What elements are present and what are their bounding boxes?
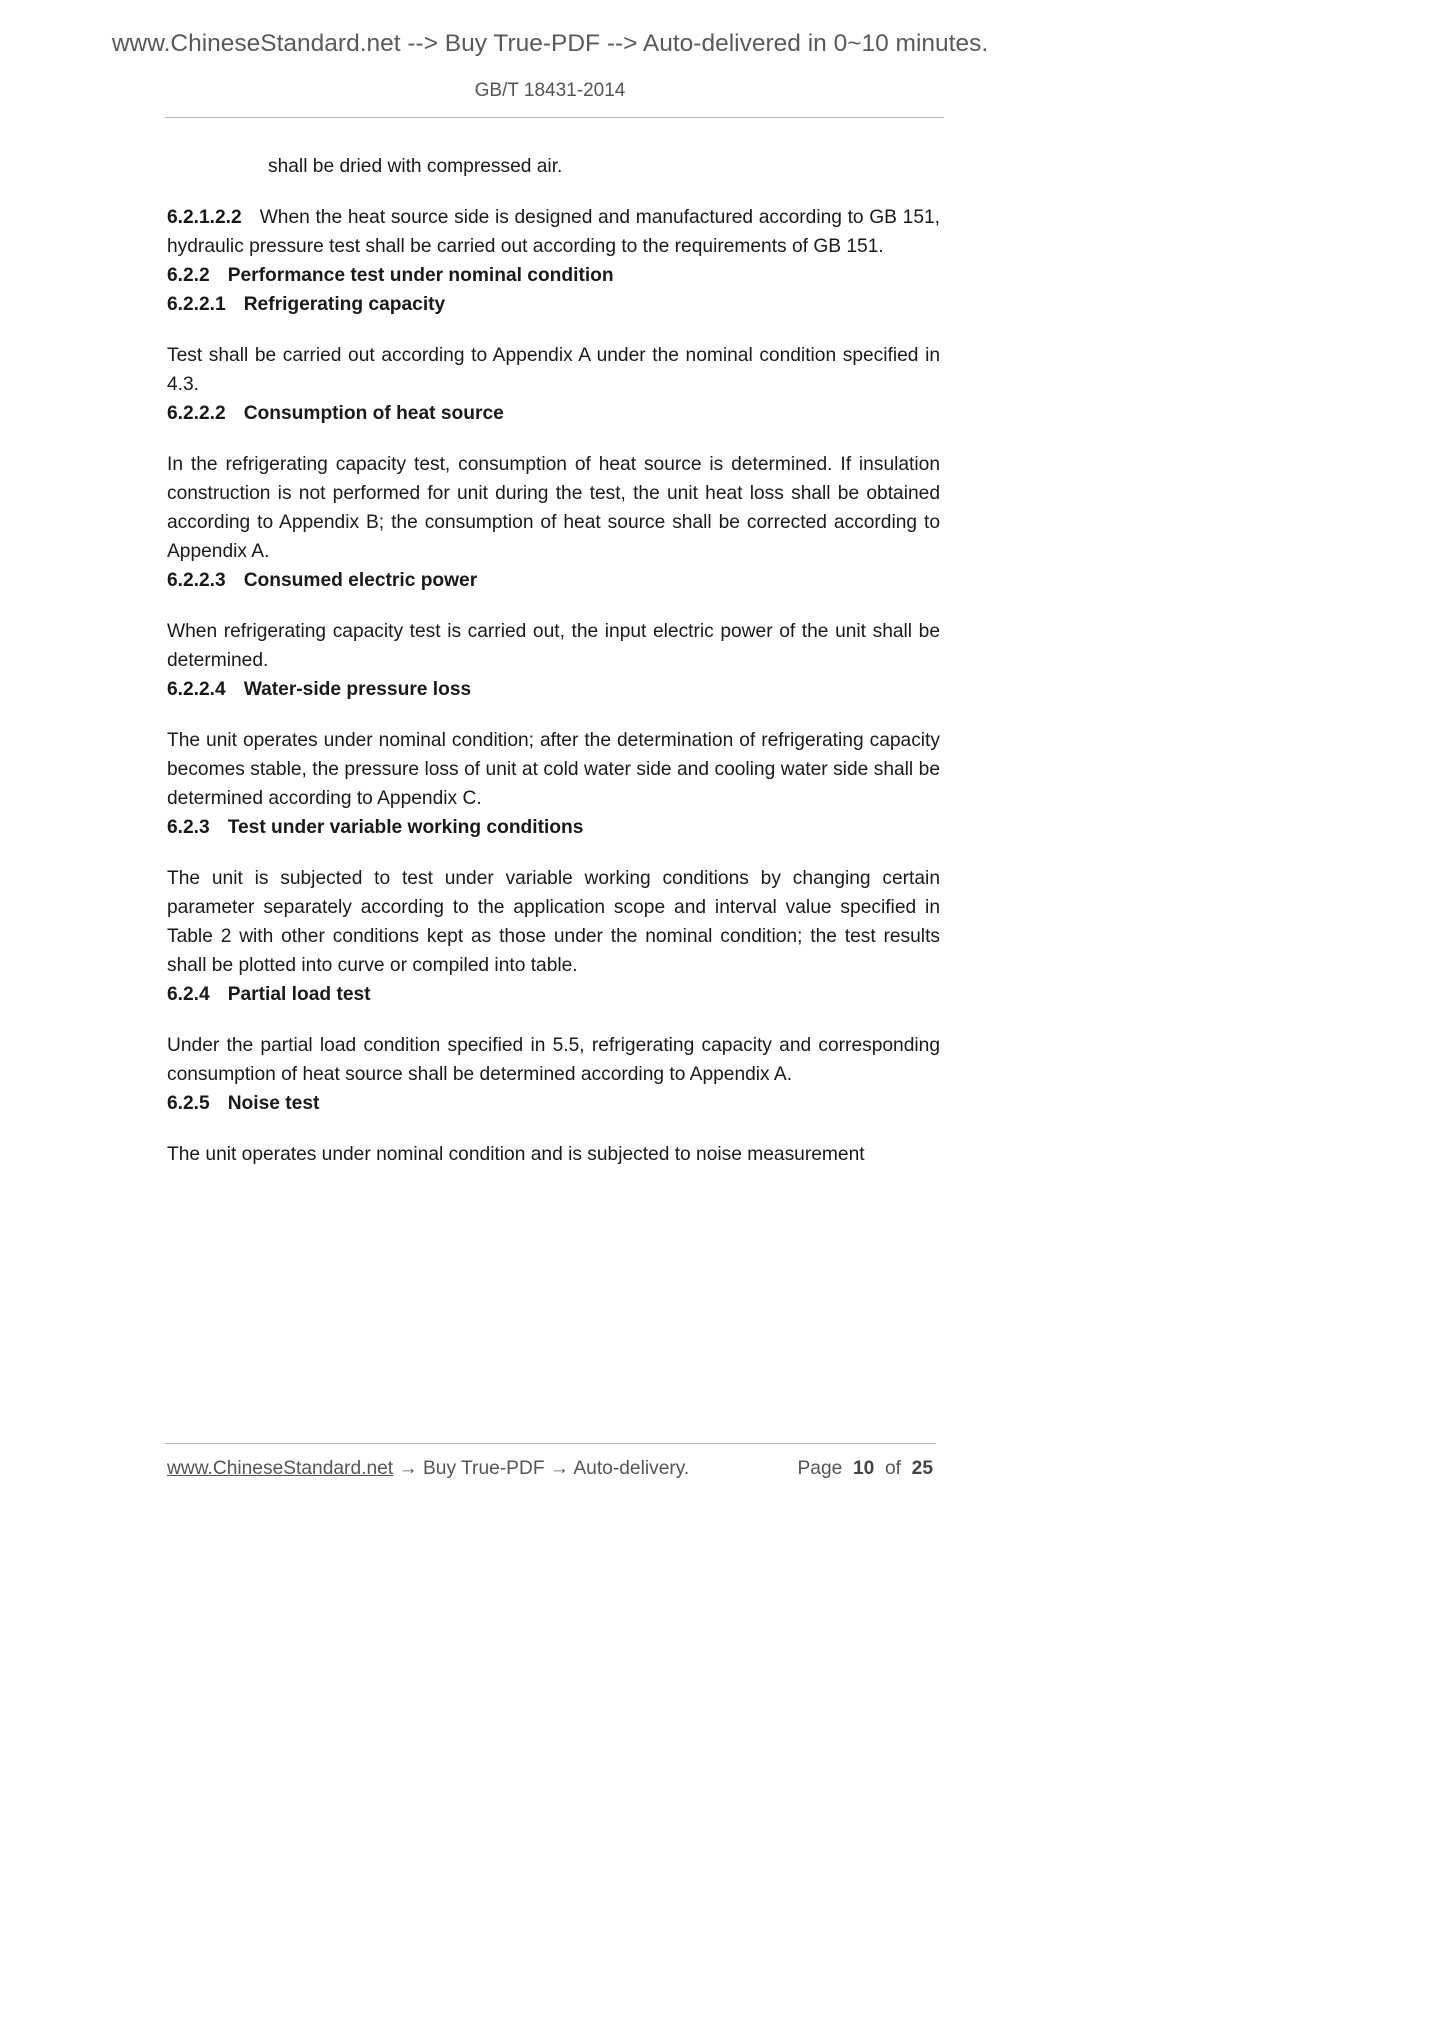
footer-buy-text: Buy True-PDF (423, 1458, 545, 1479)
heading-number: 6.2.2.3 (167, 570, 226, 591)
arrow-right-icon: → (398, 1458, 418, 1479)
heading-number: 6.2.2.1 (167, 294, 226, 315)
site-banner: www.ChineseStandard.net --> Buy True-PDF --> Auto-delivered in 0~10 minutes. (111, 30, 989, 57)
heading-title: Consumed electric power (243, 570, 478, 591)
page-indicator (797, 1458, 933, 1480)
paragraph-6-2-3: The unit is subjected to test under variable working conditions by changing certain parameter separately according to the application scope and interval value specified in Table 2 with other conditions kept as those under the nominal condition; the test results shall be plotted into curve or compiled into table. (167, 868, 940, 976)
paragraph-6-2-2-3: When refrigerating capacity test is carried out, the input electric power of the unit shall be determined. (167, 621, 940, 671)
footer-promo (167, 1458, 689, 1480)
heading-title: Consumption of heat source (243, 403, 504, 424)
current-page-number: 10 (852, 1458, 875, 1479)
page-footer (167, 1458, 935, 1486)
heading-title: Noise test (227, 1093, 320, 1114)
header-divider (165, 117, 944, 118)
heading-6-2-2-2 (167, 399, 940, 428)
footer-divider (165, 1443, 936, 1444)
heading-number: 6.2.2 (167, 265, 210, 286)
arrow-right-icon: → (549, 1458, 570, 1479)
total-page-number: 25 (911, 1458, 933, 1479)
clause-number: 6.2.1.2.2 (167, 207, 242, 228)
heading-6-2-5 (167, 1089, 940, 1118)
heading-title: Test under variable working conditions (227, 817, 584, 838)
paragraph-6-2-2-1: Test shall be carried out according to Appendix A under the nominal condition specified in 4.3. (167, 345, 940, 395)
heading-6-2-2-4 (167, 675, 940, 704)
page-body (167, 152, 940, 1169)
heading-number: 6.2.2.2 (167, 403, 226, 424)
paragraph-6-2-2-2: In the refrigerating capacity test, consumption of heat source is determined. If insulation construction is not performed for unit during the test, the unit heat loss shall be obtained according to Appendix B; the consumption of heat source shall be corrected according to Appendix A. (167, 454, 940, 562)
clause-text: When the heat source side is designed and manufactured according to GB 151, hydraulic pressure test shall be carried out according to the requirements of GB 151. (167, 207, 940, 257)
heading-title: Partial load test (227, 984, 371, 1005)
clause-6-2-1-2-2 (167, 203, 940, 261)
heading-title: Water-side pressure loss (243, 679, 472, 700)
heading-6-2-2 (167, 261, 940, 290)
heading-number: 6.2.2.4 (167, 679, 226, 700)
heading-6-2-4 (167, 980, 940, 1009)
paragraph-6-2-4: Under the partial load condition specified in 5.5, refrigerating capacity and corresponding consumption of heat source shall be determined according to Appendix A. (167, 1035, 940, 1085)
heading-6-2-2-3 (167, 566, 940, 595)
page-label: Page (797, 1458, 843, 1479)
heading-number: 6.2.5 (167, 1093, 210, 1114)
heading-title: Performance test under nominal condition (227, 265, 614, 286)
footer-delivery-text: Auto-delivery. (573, 1458, 690, 1479)
heading-number: 6.2.4 (167, 984, 210, 1005)
heading-number: 6.2.3 (167, 817, 210, 838)
heading-title: Refrigerating capacity (243, 294, 446, 315)
of-label: of (884, 1458, 901, 1479)
paragraph-6-2-5: The unit operates under nominal condition and is subjected to noise measurement (167, 1144, 865, 1165)
paragraph-6-2-2-4: The unit operates under nominal condition; after the determination of refrigerating capacity becomes stable, the pressure loss of unit at cold water side and cooling water side shall be determined according to Appendix C. (167, 730, 940, 809)
heading-6-2-2-1 (167, 290, 940, 319)
heading-6-2-3 (167, 813, 940, 842)
footer-site-link[interactable]: www.ChineseStandard.net (167, 1458, 394, 1479)
standard-number: GB/T 18431-2014 (474, 80, 626, 101)
continuation-text: shall be dried with compressed air. (268, 156, 563, 177)
